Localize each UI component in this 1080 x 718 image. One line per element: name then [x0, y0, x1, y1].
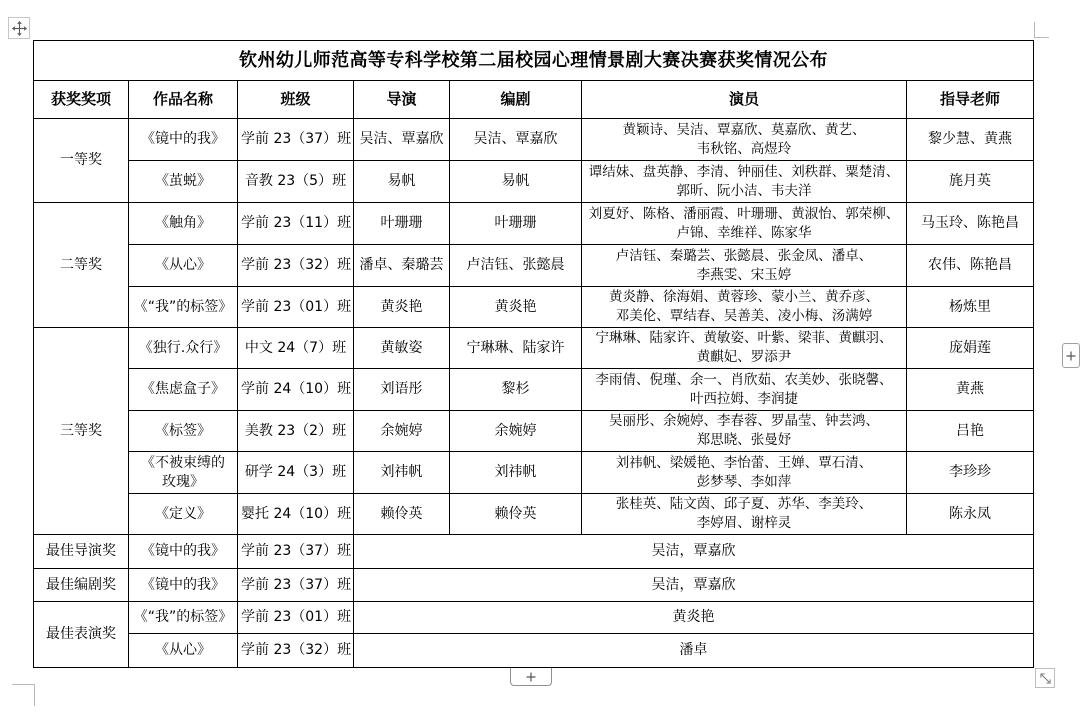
actors-line: 邓美伦、覃结春、吴善美、凌小梅、汤满婷: [615, 308, 873, 324]
actors-cell[interactable]: [582, 452, 907, 494]
work-cell[interactable]: [129, 452, 238, 494]
class-cell[interactable]: 音教 23（5）班: [238, 161, 354, 203]
teacher-cell[interactable]: 陈永凤: [907, 494, 1034, 535]
writer-cell[interactable]: 卢洁钰、张懿晨: [450, 245, 582, 287]
writer-cell[interactable]: 吴洁、覃嘉欣: [450, 119, 582, 161]
table-row: [34, 119, 1034, 161]
class-cell[interactable]: 学前 23（37）班: [238, 569, 354, 602]
actors-line: 谭结妹、盘英静、李清、钟丽佳、刘秩群、粟楚清、: [588, 163, 900, 180]
director-cell[interactable]: 吴洁、覃嘉欣: [354, 119, 450, 161]
header-teacher[interactable]: 指导老师: [907, 81, 1034, 119]
work-cell[interactable]: 《独行.众行》: [129, 328, 238, 369]
actors-line: 吴丽彤、余婉婷、李春蓉、罗晶莹、钟芸鸿、: [609, 413, 879, 429]
insert-column-button[interactable]: [1062, 343, 1080, 368]
writer-cell[interactable]: 刘祎帆: [450, 452, 582, 494]
table-row: [34, 494, 1034, 535]
header-class[interactable]: 班级: [238, 81, 354, 119]
winner-cell[interactable]: 吴洁，覃嘉欣: [354, 535, 1034, 569]
table-row: [34, 569, 1034, 602]
resize-diagonal-icon: [1040, 673, 1051, 684]
text-boundary-corner-mark: [1034, 22, 1035, 38]
header-award[interactable]: 获奖奖项: [34, 81, 129, 119]
plus-icon: [526, 672, 536, 682]
work-cell[interactable]: 《定义》: [129, 494, 238, 535]
header-actors[interactable]: 演员: [582, 81, 907, 119]
table-row: [34, 369, 1034, 411]
teacher-cell[interactable]: 农伟、陈艳昌: [907, 245, 1034, 287]
header-writer[interactable]: 编剧: [450, 81, 582, 119]
teacher-cell[interactable]: 李珍珍: [907, 452, 1034, 494]
actors-cell[interactable]: [582, 328, 907, 369]
class-cell[interactable]: 中文 24（7）班: [238, 328, 354, 369]
actors-line: 李燕雯、宋玉婷: [696, 266, 792, 283]
class-cell[interactable]: 学前 23（37）班: [238, 535, 354, 569]
actors-cell[interactable]: [582, 119, 907, 161]
plus-icon: [1066, 351, 1076, 361]
actors-line: 李雨倩、倪瑾、余一、肖欣茹、农美妙、张晓馨、: [595, 371, 893, 388]
actors-cell[interactable]: [582, 245, 907, 287]
table-row: [34, 328, 1034, 369]
actors-cell[interactable]: [582, 203, 907, 245]
actors-line: 刘祎帆、梁媛艳、李怡蕾、王婵、覃石清、: [615, 454, 873, 471]
actors-line: 黄颖诗、吴洁、覃嘉欣、莫嘉欣、黄艺、: [622, 121, 866, 138]
work-cell[interactable]: 《从心》: [129, 634, 238, 668]
actors-cell[interactable]: [582, 161, 907, 203]
actors-line: 韦秋铭、高煜玲: [696, 140, 792, 157]
work-cell[interactable]: 《触角》: [129, 203, 238, 245]
class-cell[interactable]: 学前 24（10）班: [238, 369, 354, 411]
table-row: [34, 411, 1034, 452]
actors-line: 卢锦、幸维祥、陈家华: [676, 224, 812, 241]
class-cell[interactable]: 学前 23（01）班: [238, 287, 354, 328]
award-cell[interactable]: 最佳导演奖: [34, 535, 129, 569]
actors-line: 郭昕、阮小洁、韦夫洋: [676, 182, 812, 199]
title-row: [34, 41, 1034, 81]
class-cell[interactable]: 学前 23（32）班: [238, 245, 354, 287]
actors-line: 黄炎静、徐海娟、黄蓉珍、蒙小兰、黄乔彦、: [609, 289, 879, 305]
director-cell[interactable]: 叶珊珊: [354, 203, 450, 245]
table-row: [34, 203, 1034, 245]
work-cell[interactable]: 《“我”的标签》: [129, 602, 238, 634]
actors-cell[interactable]: [582, 287, 907, 328]
actors-line: 黄麒妃、罗添尹: [696, 349, 792, 365]
director-cell[interactable]: 潘卓、秦璐芸: [354, 245, 450, 287]
work-cell[interactable]: 《从心》: [129, 245, 238, 287]
winner-cell[interactable]: 潘卓: [354, 634, 1034, 668]
text-boundary-corner-mark: [1034, 37, 1049, 38]
header-director[interactable]: 导演: [354, 81, 450, 119]
writer-cell[interactable]: 叶珊珊: [450, 203, 582, 245]
actors-line: 张桂英、陆文茵、邱子夏、苏华、李美玲、: [615, 496, 873, 512]
text-boundary-corner-mark: [12, 684, 34, 685]
class-cell[interactable]: 学前 23（01）班: [238, 602, 354, 634]
teacher-cell[interactable]: 吕艳: [907, 411, 1034, 452]
actors-line: 卢洁钰、秦璐芸、张懿晨、张金凤、潘卓、: [615, 247, 873, 264]
table-row: [34, 452, 1034, 494]
table-title[interactable]: 钦州幼儿师范高等专科学校第二届校园心理情景剧大赛决赛获奖情况公布: [34, 41, 1034, 81]
actors-cell[interactable]: [582, 369, 907, 411]
director-cell[interactable]: 余婉婷: [354, 411, 450, 452]
work-cell[interactable]: 《标签》: [129, 411, 238, 452]
class-cell[interactable]: 研学 24（3）班: [238, 452, 354, 494]
table-move-handle[interactable]: [8, 17, 30, 39]
actors-line: 李婷眉、谢梓灵: [696, 515, 792, 531]
writer-cell[interactable]: 易帆: [450, 161, 582, 203]
award-cell[interactable]: 最佳编剧奖: [34, 569, 129, 602]
table-row: [34, 287, 1034, 328]
actors-line: 宁琳琳、陆家许、黄敏姿、叶紫、梁菲、黄麒羽、: [595, 330, 893, 346]
teacher-cell[interactable]: 黎少慧、黄燕: [907, 119, 1034, 161]
winner-cell[interactable]: 吴洁，覃嘉欣: [354, 569, 1034, 602]
work-title: 《不被束缚的玫瑰》: [141, 454, 225, 490]
text-boundary-corner-mark: [34, 684, 35, 706]
director-cell[interactable]: 刘语彤: [354, 369, 450, 411]
move-arrows-icon: [12, 21, 27, 36]
award-cell[interactable]: 一等奖: [34, 119, 129, 203]
award-results-table: [33, 40, 1034, 668]
header-row: [34, 81, 1034, 119]
actors-line: 彭梦琴、李如萍: [696, 473, 792, 490]
teacher-cell[interactable]: 旄月英: [907, 161, 1034, 203]
director-cell[interactable]: 黄炎艳: [354, 287, 450, 328]
writer-cell[interactable]: 余婉婷: [450, 411, 582, 452]
writer-cell[interactable]: 宁琳琳、陆家许: [450, 328, 582, 369]
winner-cell[interactable]: 黄炎艳: [354, 602, 1034, 634]
class-cell[interactable]: 学前 23（11）班: [238, 203, 354, 245]
writer-cell[interactable]: 赖伶英: [450, 494, 582, 535]
table-row: [34, 245, 1034, 287]
director-cell[interactable]: 赖伶英: [354, 494, 450, 535]
teacher-cell[interactable]: 庞娟莲: [907, 328, 1034, 369]
actors-line: 刘夏妤、陈格、潘丽霞、叶珊珊、黄淑怡、郭荣柳、: [588, 205, 900, 222]
work-cell[interactable]: 《镜中的我》: [129, 119, 238, 161]
teacher-cell[interactable]: 杨炼里: [907, 287, 1034, 328]
award-cell[interactable]: 最佳表演奖: [34, 602, 129, 668]
class-cell[interactable]: 学前 23（32）班: [238, 634, 354, 668]
actors-cell[interactable]: [582, 494, 907, 535]
writer-cell[interactable]: 黎杉: [450, 369, 582, 411]
teacher-cell[interactable]: 黄燕: [907, 369, 1034, 411]
work-cell[interactable]: 《镜中的我》: [129, 569, 238, 602]
work-cell[interactable]: 《镜中的我》: [129, 535, 238, 569]
award-cell[interactable]: 三等奖: [34, 328, 129, 535]
teacher-cell[interactable]: 马玉玲、陈艳昌: [907, 203, 1034, 245]
work-cell[interactable]: 《“我”的标签》: [129, 287, 238, 328]
table-resize-handle[interactable]: [1035, 668, 1055, 688]
director-cell[interactable]: 黄敏姿: [354, 328, 450, 369]
work-cell[interactable]: 《茧蜕》: [129, 161, 238, 203]
award-cell[interactable]: 二等奖: [34, 203, 129, 328]
table-row: [34, 535, 1034, 569]
director-cell[interactable]: 刘祎帆: [354, 452, 450, 494]
class-cell[interactable]: 婴托 24（10）班: [238, 494, 354, 535]
header-work[interactable]: 作品名称: [129, 81, 238, 119]
director-cell[interactable]: 易帆: [354, 161, 450, 203]
work-cell[interactable]: 《焦虑盒子》: [129, 369, 238, 411]
class-cell[interactable]: 学前 23（37）班: [238, 119, 354, 161]
table-row: [34, 634, 1034, 668]
table-row: [34, 602, 1034, 634]
class-cell[interactable]: 美教 23（2）班: [238, 411, 354, 452]
insert-row-button[interactable]: [510, 668, 552, 686]
actors-line: 叶西拉姆、李润捷: [690, 390, 798, 407]
writer-cell[interactable]: 黄炎艳: [450, 287, 582, 328]
table-row: [34, 161, 1034, 203]
actors-line: 郑思晓、张曼妤: [696, 432, 792, 448]
actors-cell[interactable]: [582, 411, 907, 452]
